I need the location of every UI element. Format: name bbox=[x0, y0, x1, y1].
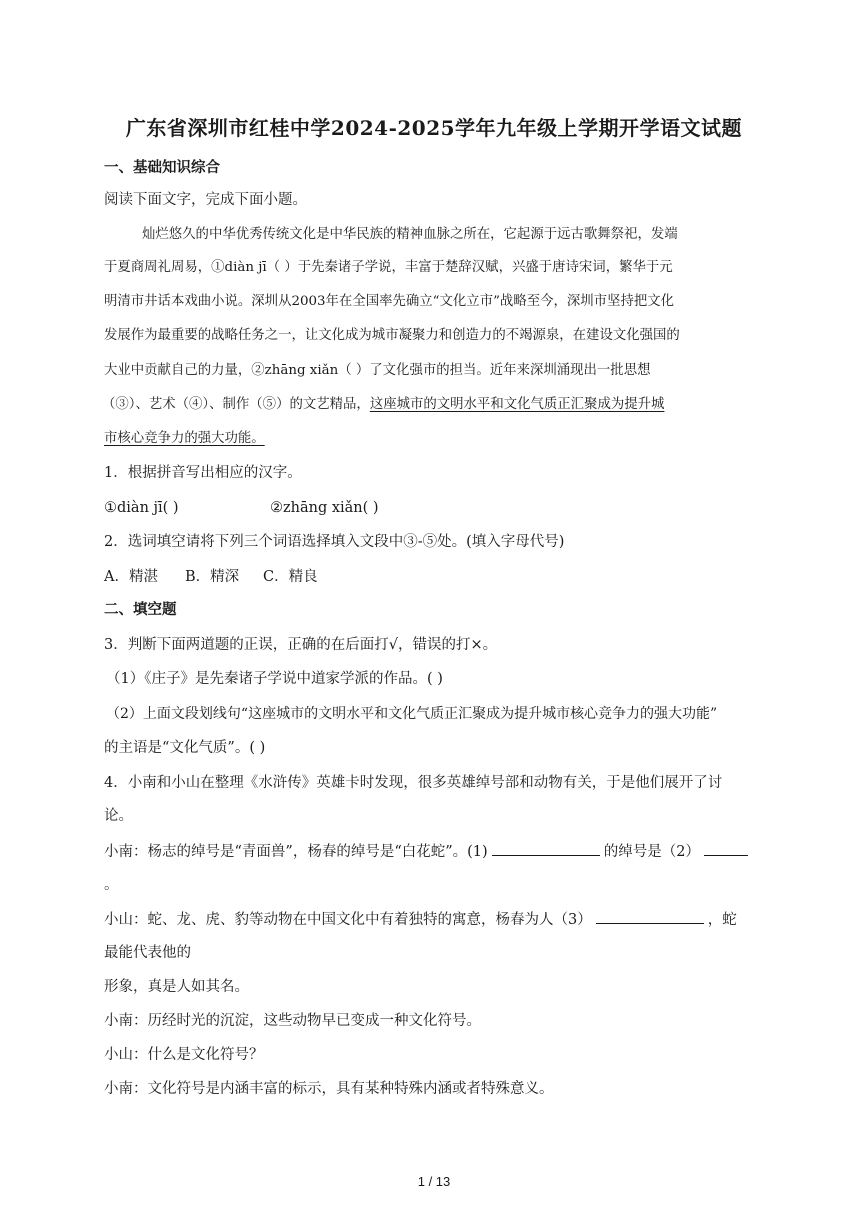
dialogue-line-5: 小山：什么是文化符号？ bbox=[104, 1047, 264, 1063]
question-3-part-1: （1）《庄子》是先秦诸子学说中道家学派的作品。( ) bbox=[106, 671, 443, 687]
dialogue-line-4: 小南：历经时光的沉淀，这些动物早已变成一种文化符号。 bbox=[104, 1013, 481, 1029]
dialogue-1-text: 小南：杨志的绰号是“青面兽”，杨春的绰号是“白花蛇”。(1) bbox=[104, 844, 488, 860]
section2-heading: 二、填空题 bbox=[104, 601, 177, 618]
option-a: A．精湛 bbox=[104, 569, 158, 585]
answer-blank-2[interactable] bbox=[704, 841, 748, 856]
page-title: 广东省深圳市红桂中学2024-2025学年九年级上学期开学语文试题 bbox=[125, 116, 743, 140]
question-2: 2．选词填空请将下列三个词语选择填入文段中③-⑤处。(填入字母代号) bbox=[104, 534, 565, 550]
dialogue-line-1 bbox=[104, 841, 748, 862]
page-number: 1 / 13 bbox=[417, 1174, 451, 1189]
section1-heading: 一、基础知识综合 bbox=[104, 159, 220, 176]
question-3-part-2-line-2: 的主语是“文化气质”。( ) bbox=[104, 740, 266, 756]
instruction: 阅读下面文字，完成下面小题。 bbox=[104, 192, 307, 208]
option-b: B．精深 bbox=[185, 569, 240, 585]
dialogue-1-text-b: 的绰号是（2） bbox=[603, 844, 700, 860]
question-4-line-2: 论。 bbox=[104, 808, 133, 824]
passage-line-3: 明清市井话本戏曲小说。深圳从2003年在全国率先确立“文化立市”战略至今，深圳市坚持把文化 bbox=[104, 294, 675, 309]
dialogue-line-2 bbox=[104, 909, 737, 930]
passage-line-1: 灿烂悠久的中华优秀传统文化是中华民族的精神血脉之所在，它起源于远古歌舞祭祀，发端 bbox=[142, 227, 678, 242]
question-1-blank-a: ①diàn jī( ) bbox=[104, 500, 179, 516]
question-1: 1．根据拼音写出相应的汉字。 bbox=[104, 465, 302, 481]
dialogue-2-text: 小山：蛇、龙、虎、豹等动物在中国文化中有着独特的寓意，杨春为人（3） bbox=[104, 912, 592, 928]
dialogue-line-2-cont: 最能代表他的 bbox=[104, 945, 191, 961]
answer-blank-1[interactable] bbox=[492, 841, 600, 856]
dialogue-line-1-end: 。 bbox=[104, 877, 119, 893]
option-c: C．精良 bbox=[263, 569, 318, 585]
dialogue-line-6: 小南：文化符号是内涵丰富的标示，具有某种特殊内涵或者特殊意义。 bbox=[104, 1081, 554, 1097]
underlined-sentence-part-2: 市核心竞争力的强大功能。 bbox=[104, 431, 265, 446]
passage-line-4: 发展作为最重要的战略任务之一，让文化成为城市凝聚力和创造力的不竭源泉，在建设文化强国的 bbox=[104, 328, 680, 343]
underlined-sentence-part-1: 这座城市的文明水平和文化气质正汇聚成为提升城 bbox=[369, 397, 665, 412]
question-1-blank-b: ②zhāng xiǎn( ) bbox=[270, 500, 379, 516]
question-3-part-2-line-1: （2）上面文段划线句“这座城市的文明水平和文化气质正汇聚成为提升城市核心竞争力的强大功能” bbox=[106, 706, 718, 722]
dialogue-2-text-b: ，蛇 bbox=[707, 912, 737, 928]
dialogue-line-3: 形象，真是人如其名。 bbox=[104, 979, 249, 995]
passage-line-5: 大业中贡献自己的力量，②zhāng xiǎn（ ）了文化强市的担当。近年来深圳涌现出一批思想 bbox=[104, 363, 651, 378]
passage-line-6-text: （③）、艺术（④）、制作（⑤）的文艺精品， bbox=[102, 397, 370, 412]
passage-line-2: 于夏商周礼周易，①diàn jī（ ）于先秦诸子学说，丰富于楚辞汉赋，兴盛于唐诗宋词，繁华于元 bbox=[104, 260, 673, 275]
question-3: 3．判断下面两道题的正误，正确的在后面打√，错误的打×。 bbox=[104, 637, 498, 653]
question-4-line-1: 4．小南和小山在整理《水浒传》英雄卡时发现，很多英雄绰号部和动物有关，于是他们展开了讨 bbox=[104, 775, 723, 791]
passage-line-6 bbox=[102, 395, 664, 415]
answer-blank-3[interactable] bbox=[596, 909, 704, 924]
